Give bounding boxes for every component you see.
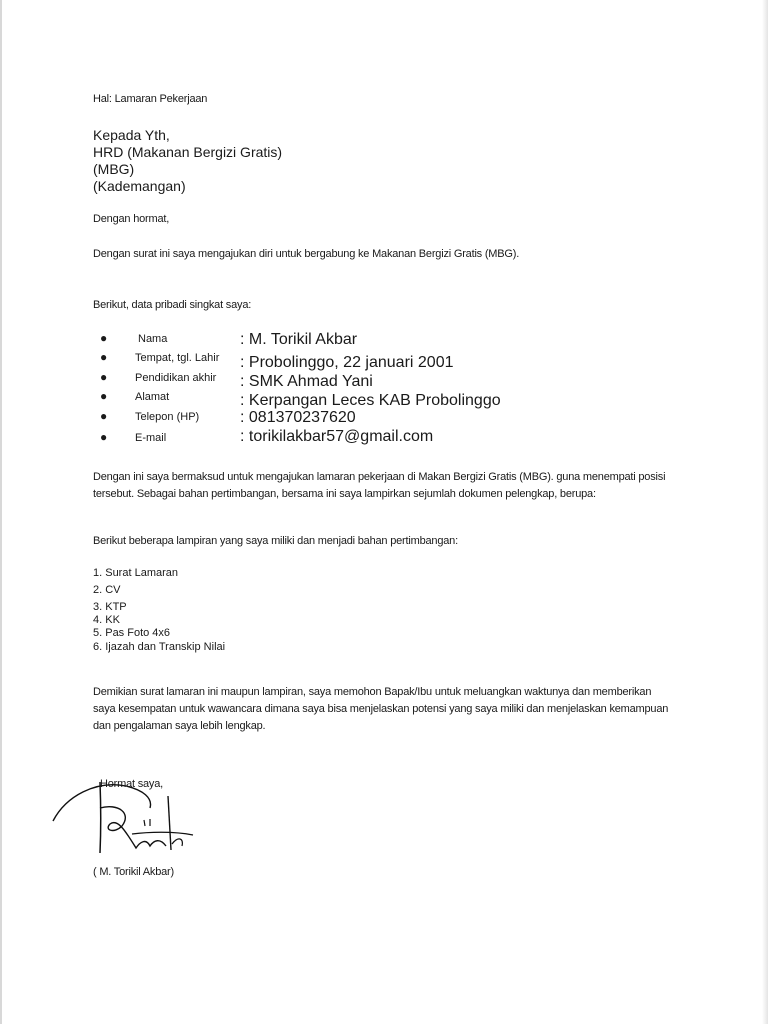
recipient-line-4: (Kademangan) — [93, 178, 186, 194]
bullet-dot-icon: ● — [100, 409, 108, 423]
list-item: 5. Pas Foto 4x6 — [93, 627, 171, 639]
personal-value-email: : torikilakbar57@gmail.com — [240, 428, 434, 445]
personal-value-alamat: : Kerpangan Leces KAB Probolinggo — [240, 392, 501, 409]
purpose-paragraph: Dengan ini saya bermaksud untuk mengajukan lamaran pekerjaan di Makan Bergizi Gratis (MBG). guna menempati posisi tersebut. Sebagai bahan pertimbangan, bersama ini saya lampirkan sejumlah dokumen pelengkap, berupa: — [93, 471, 666, 500]
bullet-dot-icon: ● — [100, 370, 108, 384]
signer-name: ( M. Torikil Akbar) — [93, 866, 174, 878]
personal-value-nama: : M. Torikil Akbar — [240, 331, 358, 348]
personal-label-nama: Nama — [138, 333, 168, 345]
signature-icon — [48, 768, 208, 863]
bullet-dot-icon: ● — [100, 350, 108, 364]
recipient-line-2: HRD (Makanan Bergizi Gratis) — [93, 144, 283, 160]
intro-sentence: Dengan surat ini saya mengajukan diri untuk bergabung ke Makanan Bergizi Gratis (MBG). — [93, 248, 520, 260]
list-item: 1. Surat Lamaran — [93, 567, 178, 579]
recipient-line-1: Kepada Yth, — [93, 127, 170, 143]
closing-paragraph: Demikian surat lamaran ini maupun lampiran, saya memohon Bapak/Ibu untuk meluangkan waktunya dan memberikan saya kesempatan untuk wawancara dimana saya bisa menjelaskan potensi yang saya miliki dan menjelaskan kemampuan dan pengalaman saya lebih lengkap. — [93, 686, 669, 732]
bullet-dot-icon: ● — [100, 389, 108, 403]
personal-label-pendidikan: Pendidikan akhir — [135, 372, 217, 384]
list-item: 4. KK — [93, 614, 120, 626]
personal-value-pendidikan: : SMK Ahmad Yani — [240, 373, 373, 390]
list-item: 2. CV — [93, 584, 121, 596]
page-edge-right — [762, 0, 768, 1024]
personal-value-telepon: : 081370237620 — [240, 409, 356, 426]
list-item: 6. Ijazah dan Transkip Nilai — [93, 641, 226, 653]
personal-value-ttl: : Probolinggo, 22 januari 2001 — [240, 354, 454, 371]
bullet-dot-icon: ● — [100, 331, 108, 345]
letter-subject: Hal: Lamaran Pekerjaan — [93, 93, 208, 105]
bullet-dot-icon: ● — [100, 430, 108, 444]
personal-label-telepon: Telepon (HP) — [135, 411, 200, 423]
page-edge-left — [0, 0, 2, 1024]
attachments-intro: Berikut beberapa lampiran yang saya miliki dan menjadi bahan pertimbangan: — [93, 535, 458, 547]
personal-data-intro: Berikut, data pribadi singkat saya: — [93, 299, 252, 311]
list-item: 3. KTP — [93, 601, 127, 613]
recipient-line-3: (MBG) — [93, 161, 135, 177]
greeting: Dengan hormat, — [93, 213, 170, 225]
personal-label-email: E-mail — [135, 432, 167, 444]
personal-label-alamat: Alamat — [135, 391, 170, 403]
sign-off: Hormat saya, — [100, 778, 164, 790]
personal-label-ttl: Tempat, tgl. Lahir — [135, 352, 220, 364]
